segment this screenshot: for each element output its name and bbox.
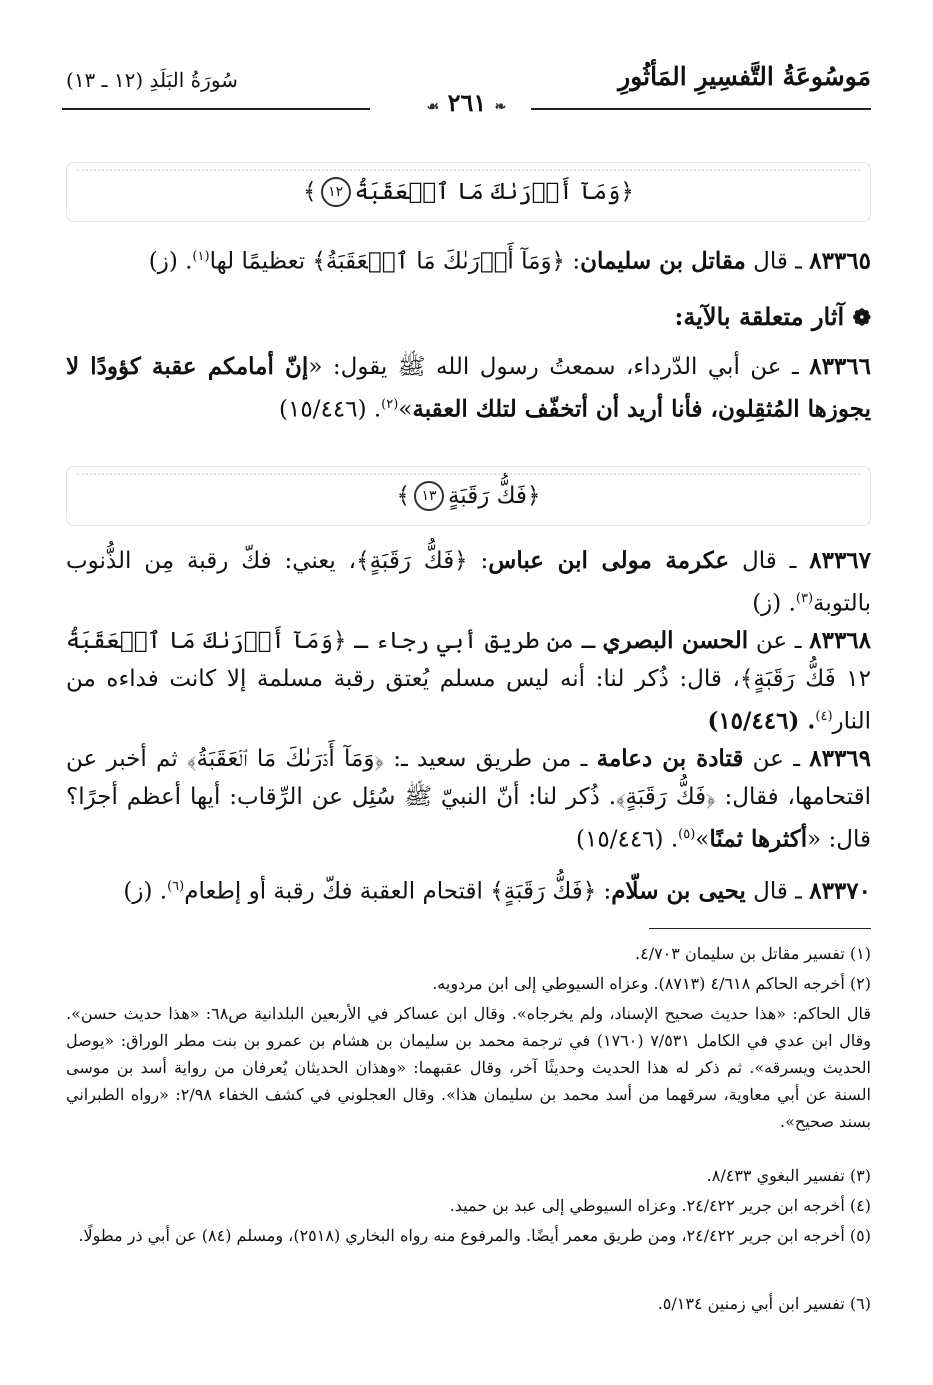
book-title: مَوسُوعَةُ التَّفسِيرِ المَأثُورِ — [618, 62, 871, 91]
athar-83368: ٨٣٣٦٨ ـ عن الحسن البصري ـ من طريق أبي رجاء ـ ﴿وَمَآ أَدۡرَىٰكَ مَا ٱلۡعَقَبَةُ ١٢ فَكُّ رَقَبَةٍ﴾، قال: ذُكر لنا: أنه ليس مسلم يُعتق رقبة مسلمة إلا كانت فداءه من النار$^{(٤)}$. (١٥/٤٤٦) — [66, 627, 872, 735]
ayah-number-icon: ١٣ — [414, 481, 444, 511]
athar-number: ٨٣٣٦٥ — [809, 247, 871, 275]
footnote-5: (٥) أخرجه ابن جرير ٢٤/٤٢٢، ومن طريق معمر أيضًا. والمرفوع منه رواه البخاري (٢٥١٨)، ومسلم (٨٤) عن أبي ذر مطولًا. — [78, 1226, 871, 1245]
narrator-name: يحيى بن سلّام — [611, 877, 746, 905]
page-number-wrap — [62, 88, 871, 117]
footnote-ref: (٤) — [815, 709, 833, 724]
verse-box-13 — [66, 466, 871, 526]
footnote-ref: (٢) — [381, 397, 399, 412]
verse-text: ﴿فَكُّ رَقَبَةٍ — [447, 483, 541, 509]
ayah-number-icon: ١٢ — [321, 177, 351, 207]
footnote-6: (٦) تفسير ابن أبي زمنين ٥/١٣٤. — [657, 1294, 871, 1313]
page-number: ❧ ٢٦١ ☙ — [415, 88, 519, 117]
footnote-ref: (٣) — [795, 591, 814, 606]
page-header — [62, 62, 871, 120]
athar-number: ٨٣٣٧٠ — [809, 877, 871, 905]
footnote-2: (٢) أخرجه الحاكم ٤/٦١٨ (٨٧١٣). وعزاه السيوطي إلى ابن مردويه. — [432, 974, 871, 993]
surah-range: سُورَةُ البَلَدِ (١٢ ـ ١٣) — [66, 68, 238, 92]
narrator-name: مقاتل بن سليمان — [580, 247, 746, 275]
athar-number: ٨٣٣٦٨ — [809, 627, 872, 654]
ornament-icon: ❧ — [494, 99, 507, 115]
section-heading: ❁ آثار متعلقة بالآية: — [674, 302, 871, 331]
verse-close: ﴾ — [303, 179, 317, 205]
footnote-4: (٤) أخرجه ابن جرير ٢٤/٤٢٢. وعزاه السيوطي إلى عبد بن حميد. — [449, 1196, 871, 1215]
athar-number: ٨٣٣٦٦ — [809, 353, 871, 380]
footnote-ref: (٥) — [678, 827, 696, 842]
narrator-name: قتادة بن دعامة — [596, 745, 744, 772]
dotted-rule — [77, 473, 860, 475]
athar-number: ٨٣٣٦٩ — [809, 745, 872, 772]
flower-icon: ❁ — [852, 305, 871, 331]
athar-83365: ٨٣٣٦٥ ـ قال مقاتل بن سليمان: ﴿وَمَآ أَدۡرَىٰكَ مَا ٱلۡعَقَبَةُ﴾ تعظيمًا لها$^{(١)}$. (ز) — [148, 247, 871, 275]
footnote-ref: (٦) — [167, 879, 185, 894]
hadith-text: أكثرها ثمنًا — [709, 825, 808, 853]
ornament-icon: ☙ — [426, 99, 440, 115]
narrator-name: الحسن البصري — [602, 627, 749, 654]
narrator-name: عكرمة مولى ابن عباس — [488, 547, 730, 574]
athar-83366: ٨٣٣٦٦ ـ عن أبي الدّرداء، سمعتُ رسول الله ﷺ يقول: «إنّ أمامكم عقبة كؤودًا لا يجوزها المُثقِلون، فأنا أريد أن أتخفّف لتلك العقبة»$^{(٢)}$. (١٥/٤٤٦) — [66, 353, 871, 423]
athar-83369: ٨٣٣٦٩ ـ عن قتادة بن دعامة ـ من طريق سعيد ـ: ﴿وَمَآ أَدۡرَىٰكَ مَا ٱلۡعَقَبَةُ﴾ ثم أخبر عن اقتحامها، فقال: ﴿فَكُّ رَقَبَةٍ﴾. ذُكر لنا: أنّ النبيّ ﷺ سُئِل عن الرِّقاب: أيها أعظم أجرًا؟ قال: «أكثرها ثمنًا»$^{(٥)}$. (١٥/٤٤٦) — [66, 745, 872, 853]
athar-83367: ٨٣٣٦٧ ـ قال عكرمة مولى ابن عباس: ﴿فَكُّ رَقَبَةٍ﴾، يعني: فكّ رقبة مِن الذُّنوب بالتوبة$^{(٣)}$. (ز) — [66, 547, 872, 617]
athar-83370: ٨٣٣٧٠ ـ قال يحيى بن سلّام: ﴿فَكُّ رَقَبَةٍ﴾ اقتحام العقبة فكّ رقبة أو إطعام$^{(٦)}$. (ز) — [123, 877, 871, 905]
hadith-text: إنّ أمامكم عقبة كؤودًا لا يجوزها المُثقِلون، فأنا أريد أن أتخفّف لتلك العقبة — [66, 353, 871, 423]
verse-box-12 — [66, 162, 871, 222]
dotted-rule — [77, 169, 860, 171]
footnote-2-commentary: قال الحاكم: «هذا حديث صحيح الإسناد، ولم يخرجاه». وقال ابن عساكر في الأربعين البلدانية ص٦٨: «هذا حديث حسن». وقال ابن عدي في الكامل ٧/٥٣١ (١٧٦٠) في ترجمة محمد بن سليمان بن هشام بن عمرو بن بنت مطر الوراق: «يوصل الحديث ويسرقه». ثم ذكر له هذا الحديث وحديثًا آخر، وقال عقبهما: «وهذان الحديثان يُعرفان من رواية أسد بن موسى السنة عن أبي معاوية، سرقهما من أسد محمد بن سليمان هذا». وقال العجلوني في كشف الخفاء ٢/٩٨: «رواه الطبراني بسند صحيح». — [66, 1004, 872, 1131]
footnote-divider — [649, 928, 871, 929]
footnote-ref: (١) — [192, 249, 210, 264]
athar-number: ٨٣٣٦٧ — [809, 547, 872, 574]
footnote-3: (٣) تفسير البغوي ٨/٤٣٣. — [706, 1166, 871, 1185]
verse-close: ﴾ — [396, 483, 410, 509]
footnote-1: (١) تفسير مقاتل بن سليمان ٤/٧٠٣. — [635, 944, 871, 963]
verse-text: ﴿وَمَآ أَدۡرَىٰكَ مَا ٱلۡعَقَبَةُ — [354, 179, 634, 205]
